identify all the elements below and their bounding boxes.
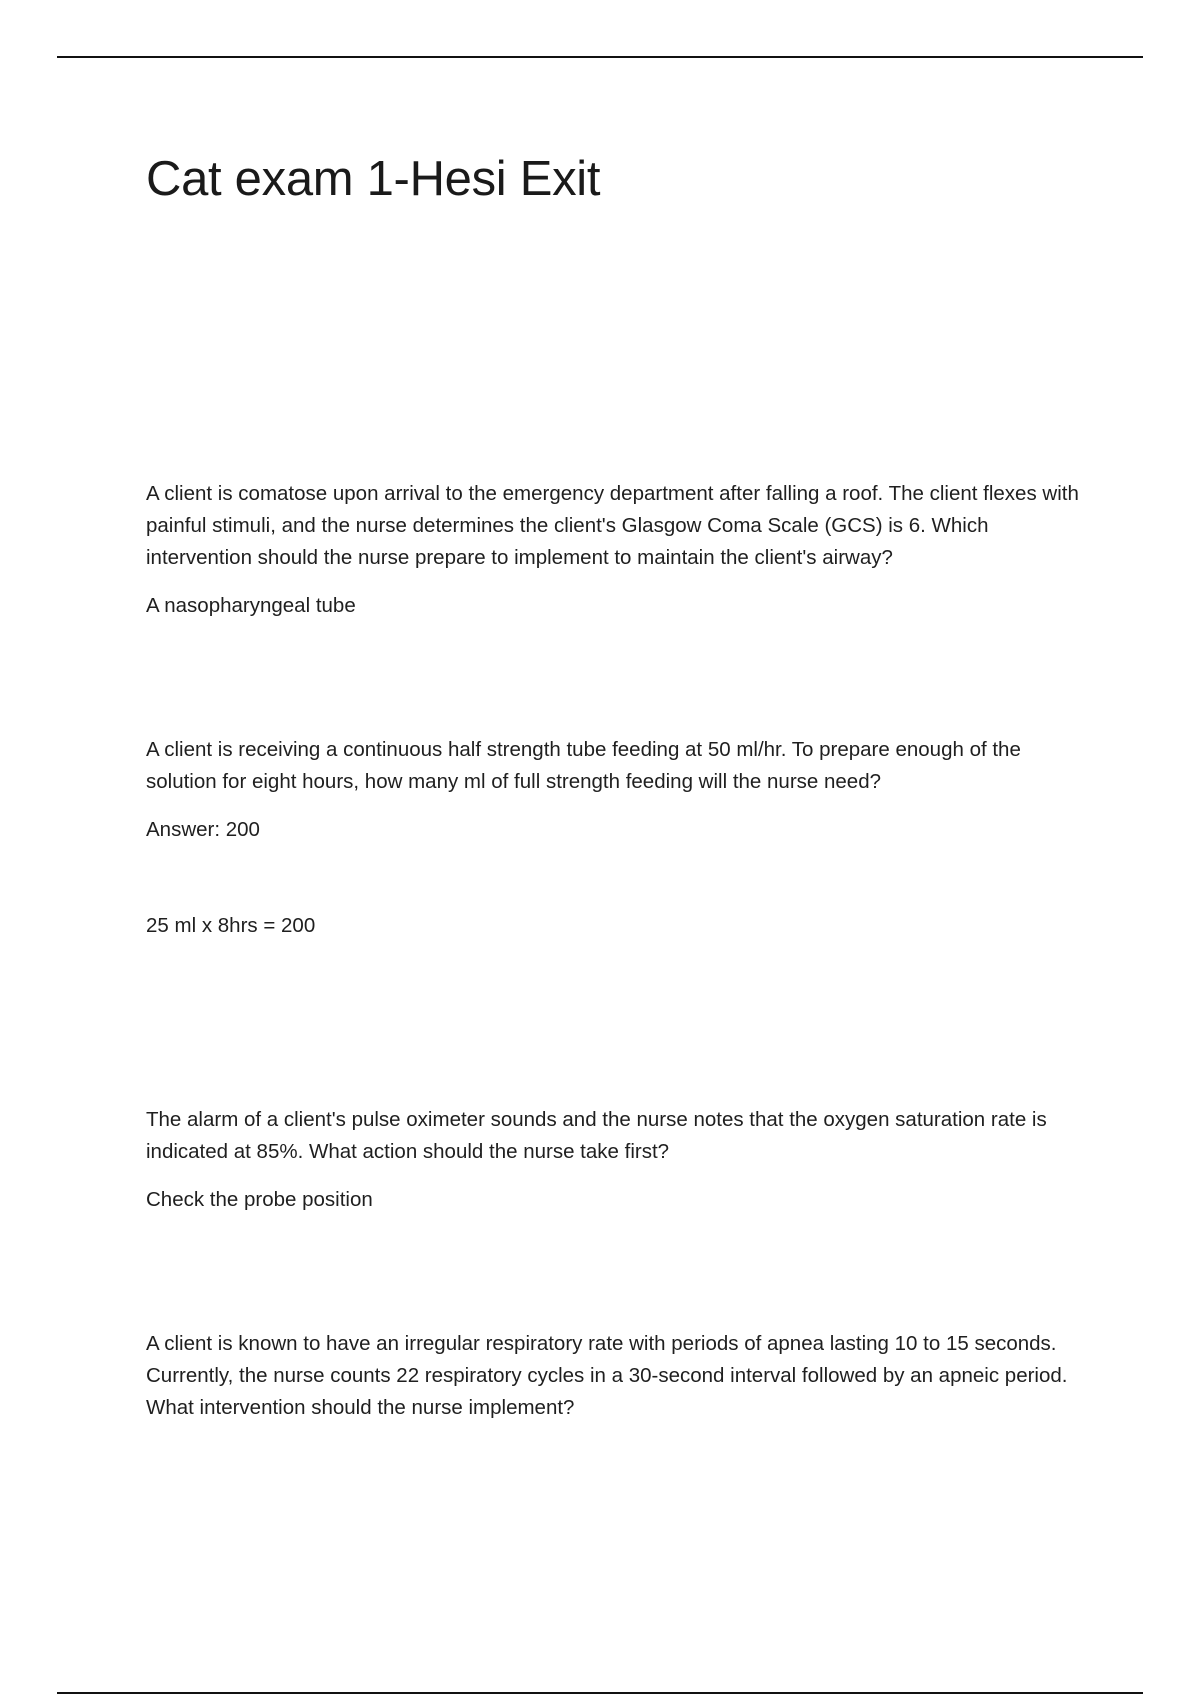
answer-3: Check the probe position — [146, 1188, 373, 1211]
question-2: A client is receiving a continuous half strength tube feeding at 50 ml/hr. To prepare enough of the solution for eight hours, how many ml of full strength feeding will the nurse need? — [146, 738, 1021, 793]
calculation-2: 25 ml x 8hrs = 200 — [146, 914, 316, 937]
answer-1: A nasopharyngeal tube — [146, 594, 356, 617]
footer-rule — [57, 1692, 1143, 1694]
question-3: The alarm of a client's pulse oximeter sounds and the nurse notes that the oxygen saturation rate is indicated at 85%. What action should the nurse take first? — [146, 1108, 1047, 1163]
answer-2: Answer: 200 — [146, 818, 260, 841]
question-1: A client is comatose upon arrival to the emergency department after falling a roof. The client flexes with painful stimuli, and the nurse determines the client's Glasgow Coma Scale (GCS) is 6. Which intervention should the nurse prepare to implement to maintain the client's airway? — [146, 482, 1079, 569]
question-4: A client is known to have an irregular respiratory rate with periods of apnea lasting 10 to 15 seconds. Currently, the nurse counts 22 respiratory cycles in a 30-second interval followed by an apneic period. What intervention should the nurse implement? — [146, 1332, 1068, 1419]
page-title: Cat exam 1-Hesi Exit — [146, 152, 601, 206]
header-rule — [57, 56, 1143, 58]
